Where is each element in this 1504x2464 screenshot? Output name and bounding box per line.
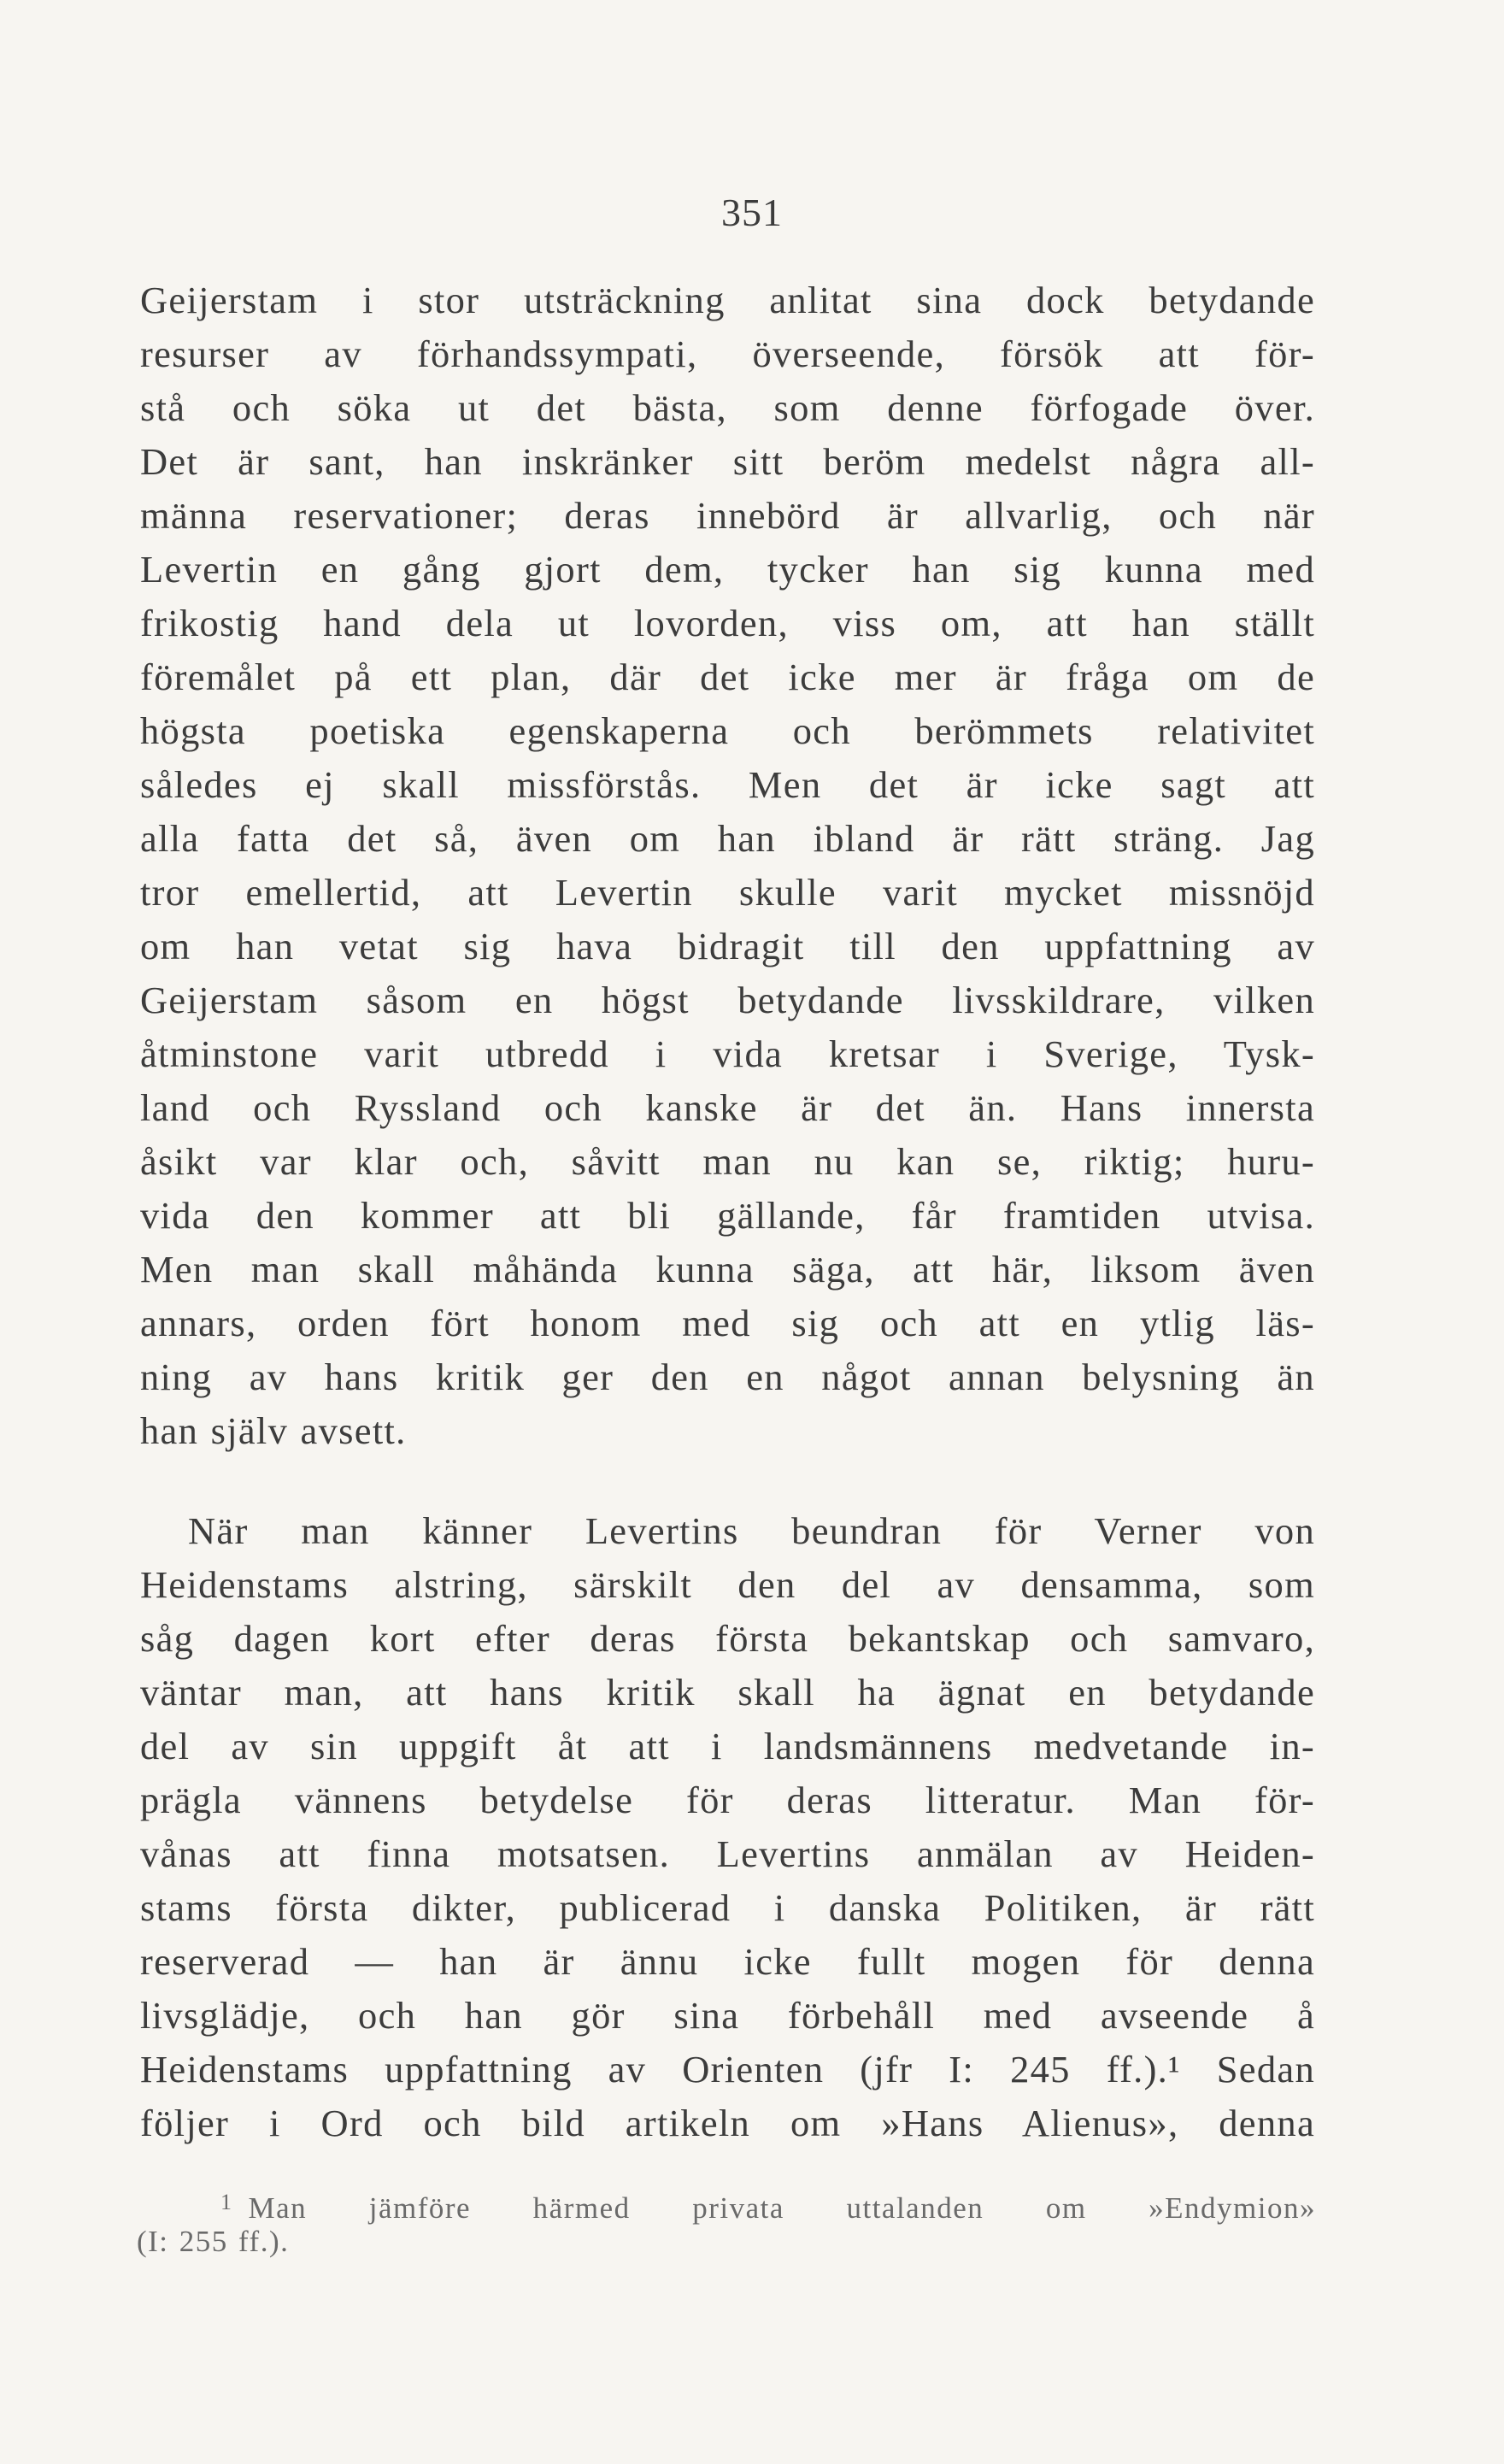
text-line: Heidenstams alstring, särskilt den del av densamma, som [140,1563,1315,1606]
text-line: väntar man, att hans kritik skall ha ägnat en betydande [140,1671,1315,1714]
text-line: såg dagen kort efter deras första bekantskap och samvaro, [140,1617,1315,1660]
text-line: Det är sant, han inskränker sitt beröm medelst några all- [140,440,1315,483]
text-line: reserverad — han är ännu icke fullt mogen för denna [140,1940,1315,1983]
text-line: åsikt var klar och, såvitt man nu kan se, riktig; huru- [140,1140,1315,1183]
paragraph-1 [140,273,1315,1458]
text-line: Geijerstam såsom en högst betydande livsskildrare, vilken [140,979,1315,1021]
text-line: föremålet på ett plan, där det icke mer är fråga om de [140,656,1315,698]
text-line: tror emellertid, att Levertin skulle varit mycket missnöjd [140,871,1315,914]
text-line: om han vetat sig hava bidragit till den uppfattning av [140,925,1315,967]
text-line: ning av hans kritik ger den en något annan belysning än [140,1355,1315,1398]
text-line: högsta poetiska egenskaperna och berömmets relativitet [140,709,1315,752]
text-line: När man känner Levertins beundran för Verner von [188,1509,1315,1552]
page-number: 351 [721,191,783,234]
footnote-text: Man jämföre härmed privata uttalanden om »Endymion» [248,2191,1316,2225]
text-line: vånas att finna motsatsen. Levertins anmälan av Heiden- [140,1832,1315,1875]
text-line: han själv avsett. [140,1409,407,1452]
text-line: frikostig hand dela ut lovorden, viss om, att han ställt [140,602,1315,644]
text-line: alla fatta det så, även om han ibland är rätt sträng. Jag [140,817,1315,860]
footnote-marker: 1 [220,2190,233,2214]
footnote [137,2183,1316,2261]
text-line: del av sin uppgift åt att i landsmännens medvetande in- [140,1725,1315,1767]
text-line: Geijerstam i stor utsträckning anlitat sina dock betydande [140,279,1315,321]
text-line: livsglädje, och han gör sina förbehåll med avseende å [140,1994,1315,2037]
text-line: således ej skall missförstås. Men det är icke sagt att [140,763,1315,806]
footnote-line: (I: 255 ff.). [137,2225,290,2258]
paragraph-2 [140,1504,1315,2150]
text-line: resurser av förhandssympati, överseende, försök att för- [140,332,1315,375]
text-line: stå och söka ut det bästa, som denne förfogade över. [140,386,1315,429]
text-line: land och Ryssland och kanske är det än. Hans innersta [140,1086,1315,1129]
text-line: Levertin en gång gjort dem, tycker han sig kunna med [140,548,1315,591]
text-line: följer i Ord och bild artikeln om »Hans Alienus», denna [140,2102,1315,2144]
text-line: stams första dikter, publicerad i danska Politiken, är rätt [140,1886,1315,1929]
text-line: vida den kommer att bli gällande, får framtiden utvisa. [140,1194,1315,1237]
footnote-line [137,2183,1316,2225]
text-line: Heidenstams uppfattning av Orienten (jfr I: 245 ff.).¹ Sedan [140,2048,1315,2091]
text-line: männa reservationer; deras innebörd är allvarlig, och när [140,494,1315,537]
text-line: åtminstone varit utbredd i vida kretsar i Sverige, Tysk- [140,1032,1315,1075]
text-line: annars, orden fört honom med sig och att en ytlig läs- [140,1302,1315,1344]
text-line: prägla vännens betydelse för deras litteratur. Man för- [140,1779,1315,1821]
text-line: Men man skall måhända kunna säga, att här, liksom även [140,1248,1315,1291]
